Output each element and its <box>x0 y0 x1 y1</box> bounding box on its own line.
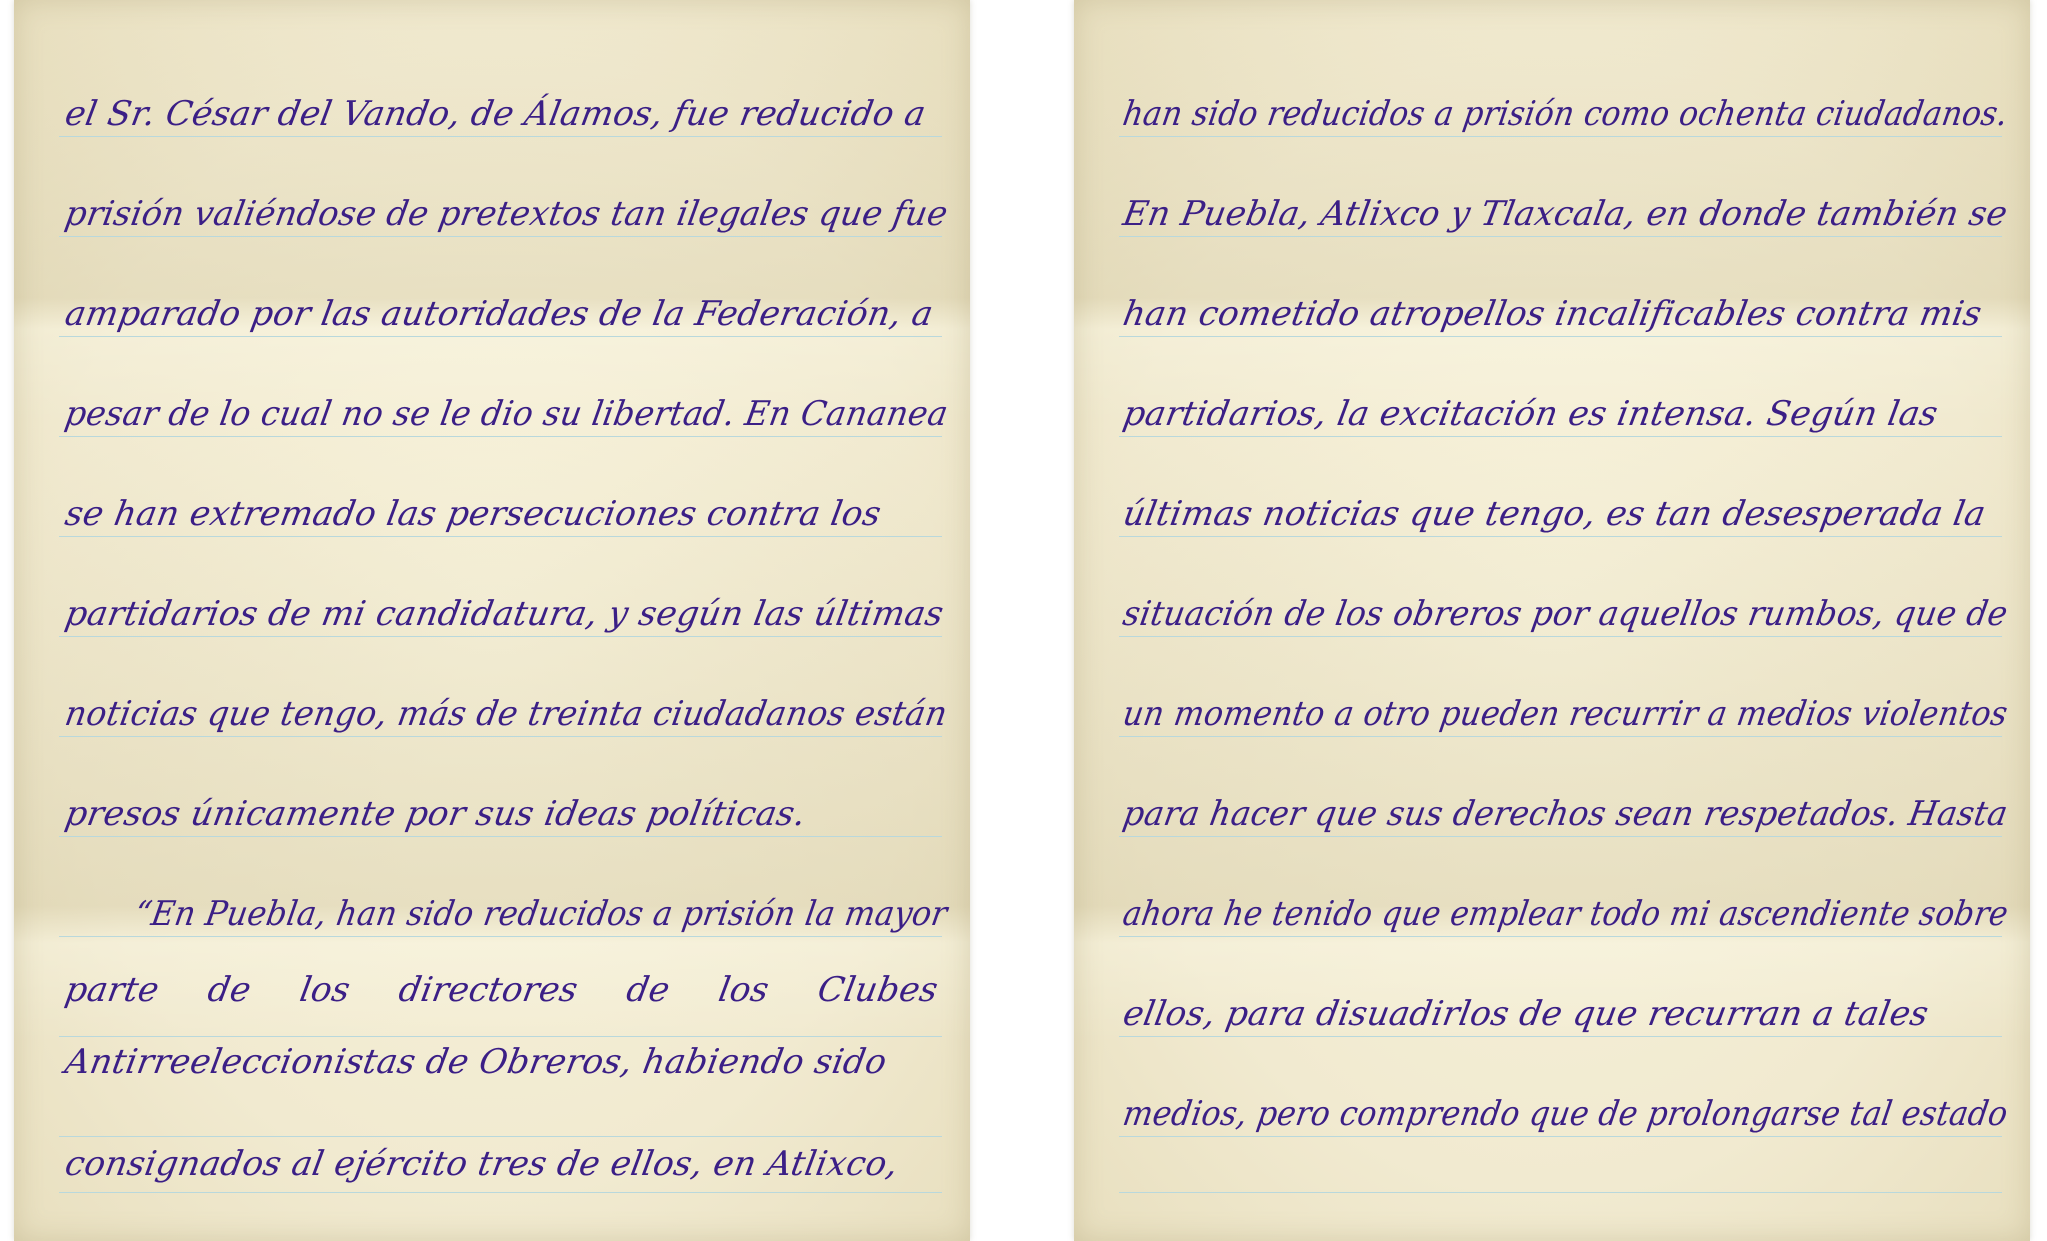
ruled-line <box>59 1036 942 1037</box>
justified-word: los <box>715 970 772 1010</box>
ruled-line <box>59 136 942 137</box>
letter-line: presos únicamente por sus ideas políticas. <box>62 794 809 834</box>
letter-line: consignados al ejército tres de ellos, en Atlixco, <box>62 1144 902 1184</box>
letter-line: pesar de lo cual no se le dio su libertad. En Cananea <box>62 394 951 434</box>
ruled-line <box>59 1136 942 1137</box>
ruled-line <box>59 236 942 237</box>
ruled-line <box>59 336 942 337</box>
letter-line: han sido reducidos a prisión como ochenta ciudadanos. <box>1120 94 2011 134</box>
letter-page-left <box>14 0 970 1241</box>
ruled-line <box>59 936 942 937</box>
letter-line: han cometido atropellos incalificables contra mis <box>1120 294 1985 334</box>
justified-word: los <box>296 970 354 1010</box>
letter-line: ellos, para disuadirlos de que recurran a tales <box>1120 994 1932 1034</box>
ruled-line <box>59 636 942 637</box>
ruled-line <box>1119 1136 2002 1137</box>
justified-word: directores <box>395 970 581 1010</box>
letter-line: un momento a otro pueden recurrir a medios violentos <box>1120 694 2011 734</box>
ruled-line <box>1119 336 2002 337</box>
ruled-line <box>1119 836 2002 837</box>
letter-line: situación de los obreros por aquellos rumbos, que de <box>1120 594 2011 634</box>
letter-line: últimas noticias que tengo, es tan desesperada la <box>1120 494 1989 534</box>
letter-line: para hacer que sus derechos sean respetados. Hasta <box>1120 794 2011 834</box>
letter-line: amparado por las autoridades de la Federación, a <box>62 294 937 334</box>
ruled-line <box>1119 236 2002 237</box>
justified-word: de <box>204 970 255 1010</box>
letter-line-indented: “En Puebla, han sido reducidos a prisión la mayor <box>132 894 951 934</box>
letter-line: En Puebla, Atlixco y Tlaxcala, en donde también se <box>1120 194 2011 234</box>
ruled-line <box>1119 136 2002 137</box>
letter-line: partidarios, la excitación es intensa. Según las <box>1120 394 1941 434</box>
letter-line: ahora he tenido que emplear todo mi ascendiente sobre <box>1120 894 2011 934</box>
ruled-line <box>59 436 942 437</box>
ruled-line <box>1119 736 2002 737</box>
ruled-line <box>1119 536 2002 537</box>
justified-word: parte <box>62 970 163 1010</box>
letter-page-right <box>1074 0 2030 1241</box>
ruled-line <box>59 1192 942 1193</box>
ruled-line <box>1119 1036 2002 1037</box>
ruled-line <box>1119 936 2002 937</box>
ruled-line <box>1119 1192 2002 1193</box>
letter-line: medios, pero comprendo que de prolongarse tal estado <box>1120 1094 2011 1134</box>
ruled-line <box>59 836 942 837</box>
letter-line: se han extremado las persecuciones contra los <box>62 494 885 534</box>
letter-line: prisión valiéndose de pretextos tan ilegales que fue <box>62 194 951 234</box>
ruled-line <box>1119 436 2002 437</box>
letter-line: el Sr. César del Vando, de Álamos, fue reducido a <box>62 94 929 134</box>
ruled-line <box>1119 636 2002 637</box>
justified-word: Clubes <box>814 970 942 1010</box>
ruled-line <box>59 736 942 737</box>
ruled-line <box>59 536 942 537</box>
letter-line: Antirreeleccionistas de Obreros, habiendo sido <box>62 1042 890 1082</box>
letter-line-justified <box>62 970 941 1010</box>
letter-line: partidarios de mi candidatura, y según las últimas <box>62 594 947 634</box>
letter-line: noticias que tengo, más de treinta ciudadanos están <box>62 694 951 734</box>
justified-word: de <box>623 970 673 1010</box>
